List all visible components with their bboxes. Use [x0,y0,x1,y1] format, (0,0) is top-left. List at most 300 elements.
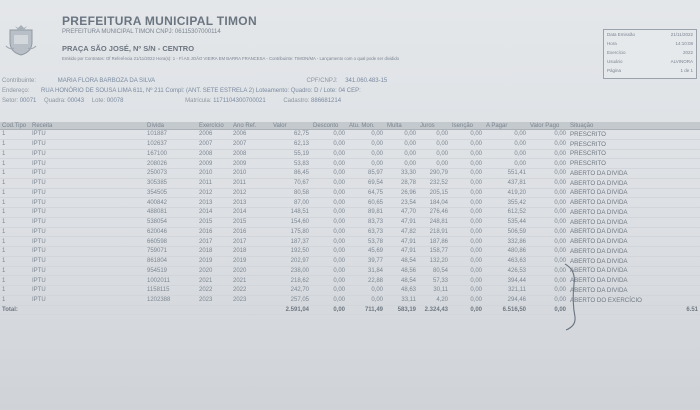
lote-label: Lote: [91,98,106,104]
table-cell: 48,54 [385,276,418,286]
table-cell: 192,50 [271,247,311,257]
table-cell: 0,00 [450,149,484,159]
table-cell: 294,46 [484,295,528,305]
table-cell: 2006 [231,130,271,140]
table-cell: 1 [0,178,30,188]
column-header: A Pagar [484,122,528,130]
table-cell: 187,86 [418,237,450,247]
table-cell: 0,00 [528,237,568,247]
table-cell: 55,19 [271,149,311,159]
table-row [0,139,700,149]
situation-cell: PRESCRITO [568,149,700,159]
table-cell: 0,00 [484,139,528,149]
table-cell: 1 [0,217,30,227]
table-cell: 538054 [145,217,197,227]
table-cell: 1 [0,130,30,140]
table-cell: 0,00 [385,149,418,159]
table-cell: 2022 [197,286,231,296]
table-cell: 53,83 [271,159,311,169]
column-header: Atu. Mon. [347,122,385,130]
table-header-row [0,122,700,130]
table-cell: 0,00 [347,159,385,169]
total-cell: 2.591,04 [271,305,311,315]
situation-cell: ABERTO DA DIVIDA [568,247,700,257]
table-cell: 620046 [145,227,197,237]
table-cell: 48,63 [385,286,418,296]
table-cell: 0,00 [347,130,385,140]
situation-cell: ABERTO DA DIVIDA [568,178,700,188]
table-cell: 2014 [231,208,271,218]
table-cell: 2011 [231,178,271,188]
table-cell: 2023 [197,295,231,305]
table-cell: 2019 [231,256,271,266]
table-cell: 0,00 [484,159,528,169]
table-cell: 87,00 [271,198,311,208]
table-cell: 0,00 [528,139,568,149]
table-cell: 0,00 [528,295,568,305]
table-cell: 205,15 [418,188,450,198]
table-cell: 202,97 [271,256,311,266]
table-cell: 0,00 [418,139,450,149]
total-cell: 0,00 [311,305,347,315]
table-cell: 1 [0,227,30,237]
table-cell: 1002011 [145,276,197,286]
table-cell: 31,84 [347,266,385,276]
table-cell: 0,00 [528,276,568,286]
table-cell: 1 [0,266,30,276]
table-row [0,227,700,237]
contributor-line [2,78,387,84]
table-cell: 26,96 [385,188,418,198]
total-cell: 0,00 [450,305,484,315]
table-row [0,208,700,218]
table-cell: 0,00 [311,217,347,227]
table-cell: 0,00 [528,159,568,169]
table-cell: 321,11 [484,286,528,296]
table-cell: 23,54 [385,198,418,208]
table-cell: 355,42 [484,198,528,208]
table-row [0,130,700,140]
doc-label: CPF/CNPJ: [306,78,338,84]
table-cell: 0,00 [418,130,450,140]
table-row [0,266,700,276]
table-cell: IPTU [30,295,145,305]
table-cell: 0,00 [528,178,568,188]
table-cell: 45,69 [347,247,385,257]
table-cell: 2006 [197,130,231,140]
total-cell: Total: [0,305,30,315]
table-cell: IPTU [30,286,145,296]
info-row: Usuário ALVINORA [607,59,693,64]
table-cell: 0,00 [450,188,484,198]
table-cell: 2013 [197,198,231,208]
table-cell: 0,00 [347,295,385,305]
table-cell: 2018 [197,247,231,257]
situation-cell: ABERTO DA DIVIDA [568,227,700,237]
situation-cell: ABERTO DO EXERCÍCIO [568,295,700,305]
table-cell: 0,00 [528,217,568,227]
table-cell: 1 [0,149,30,159]
table-row [0,256,700,266]
table-cell: 0,00 [484,130,528,140]
header-address: PRAÇA SÃO JOSÉ, Nº S/N - CENTRO [62,44,195,53]
table-cell: 1 [0,247,30,257]
table-row [0,247,700,257]
table-cell: 86,45 [271,169,311,179]
total-cell: 583,19 [385,305,418,315]
table-cell: 2014 [197,208,231,218]
table-cell: 0,00 [311,227,347,237]
table-cell: 57,33 [418,276,450,286]
table-cell: 0,00 [311,208,347,218]
table-cell: IPTU [30,169,145,179]
table-cell: 2010 [197,169,231,179]
table-cell: 257,05 [271,295,311,305]
table-cell: 0,00 [311,169,347,179]
table-cell: 2007 [197,139,231,149]
table-cell: 0,00 [347,286,385,296]
table-cell: 2020 [197,266,231,276]
table-cell: 0,00 [311,295,347,305]
table-cell: 242,70 [271,286,311,296]
table-cell: 47,91 [385,247,418,257]
situation-cell: ABERTO DA DIVIDA [568,208,700,218]
handwritten-bracket-mark [562,262,580,332]
table-cell: 2012 [197,188,231,198]
table-cell: 1 [0,188,30,198]
table-cell: IPTU [30,276,145,286]
matricula-value: 1171104300700021 [213,98,266,104]
cadastro-label: Cadastro: [283,98,310,104]
table-cell: 0,00 [450,276,484,286]
table-cell: 2013 [231,198,271,208]
table-cell: 0,00 [418,159,450,169]
table-cell: 2020 [231,266,271,276]
table-cell: 1 [0,169,30,179]
table-cell: 0,00 [528,266,568,276]
total-cell: 6.516,50 [484,305,528,315]
table-cell: 0,00 [450,169,484,179]
table-row [0,295,700,305]
table-cell: 0,00 [528,247,568,257]
table-cell: 400842 [145,198,197,208]
table-cell: 2019 [197,256,231,266]
table-cell: 0,00 [450,227,484,237]
table-cell: 1 [0,198,30,208]
table-cell: 2021 [231,276,271,286]
table-cell: 0,00 [528,130,568,140]
table-cell: 2009 [231,159,271,169]
table-cell: 218,62 [271,276,311,286]
table-cell: IPTU [30,217,145,227]
table-cell: 0,00 [450,266,484,276]
table-cell: 80,58 [271,188,311,198]
table-cell: 2007 [231,139,271,149]
table-cell: 1202388 [145,295,197,305]
column-header: Valor Pago [528,122,568,130]
column-header: Multa [385,122,418,130]
table-cell: 0,00 [311,198,347,208]
situation-cell: PRESCRITO [568,139,700,149]
table-cell: IPTU [30,139,145,149]
column-header: Juros [418,122,450,130]
table-cell: 290,79 [418,169,450,179]
table-cell: 426,53 [484,266,528,276]
table-row [0,188,700,198]
location-line [2,98,341,104]
table-row [0,198,700,208]
table-cell: 132,20 [418,256,450,266]
table-cell: 0,00 [311,276,347,286]
table-cell: 0,00 [311,266,347,276]
table-cell: 28,78 [385,178,418,188]
table-cell: 2021 [197,276,231,286]
table-cell: 0,00 [528,198,568,208]
table-cell: 2011 [197,178,231,188]
table-cell: 158,77 [418,247,450,257]
column-header: Receita [30,122,145,130]
table-cell: 175,80 [271,227,311,237]
table-cell: 0,00 [450,178,484,188]
table-cell: IPTU [30,266,145,276]
address-line [2,88,361,94]
quadra-label: Quadra: [44,98,66,104]
table-cell: IPTU [30,247,145,257]
table-cell: 1 [0,159,30,169]
table-cell: 47,82 [385,227,418,237]
table-cell: 89,81 [347,208,385,218]
quadra-value: 00043 [67,98,85,104]
situation-cell: ABERTO DA DIVIDA [568,169,700,179]
table-cell: 102637 [145,139,197,149]
table-cell: 62,75 [271,130,311,140]
total-cell: 6.51 [568,305,700,315]
table-cell: 0,00 [385,130,418,140]
total-cell [30,305,145,315]
table-cell: 0,00 [450,237,484,247]
table-cell: 0,00 [450,208,484,218]
table-cell: 0,00 [528,286,568,296]
table-cell: 0,00 [347,139,385,149]
debt-table [0,122,700,315]
emission-info-box [603,29,697,79]
table-cell: IPTU [30,178,145,188]
situation-cell: PRESCRITO [568,159,700,169]
table-row [0,286,700,296]
table-cell: 4,20 [418,295,450,305]
table-cell: 85,97 [347,169,385,179]
contributor-label: Contribuinte: [2,78,37,84]
table-cell: 488081 [145,208,197,218]
header-emission-line: Emitido por Contratos: Of Referência 21/11/2022 Hora(s): 1 - Fl.AS JOÃO VIEIRA EM BARRA FRANCESA - Contribuinte: TIMON/MA - Lançamento com o qual pode ser dividido [62,56,400,61]
table-row [0,276,700,286]
table-cell: 480,86 [484,247,528,257]
table-cell: 1 [0,256,30,266]
table-cell: 506,59 [484,227,528,237]
info-row: Hora 14:10:08 [607,41,693,46]
column-header: Situação [568,122,700,130]
table-cell: 1 [0,208,30,218]
total-cell: 0,00 [528,305,568,315]
table-cell: 64,75 [347,188,385,198]
table-cell: 0,00 [528,227,568,237]
table-cell: 0,00 [311,256,347,266]
table-cell: 69,54 [347,178,385,188]
table-cell: 463,63 [484,256,528,266]
table-cell: 0,00 [385,159,418,169]
table-cell: 2016 [231,227,271,237]
table-cell: 305385 [145,178,197,188]
total-cell: 711,49 [347,305,385,315]
table-cell: 48,56 [385,266,418,276]
table-cell: 0,00 [528,208,568,218]
address-label: Endereço: [2,88,30,94]
table-cell: 0,00 [450,159,484,169]
table-cell: 954519 [145,266,197,276]
table-cell: 0,00 [484,149,528,159]
table-cell: 0,00 [528,149,568,159]
table-cell: 47,91 [385,217,418,227]
situation-cell: ABERTO DA DIVIDA [568,266,700,276]
table-cell: 0,00 [311,159,347,169]
total-cell [197,305,231,315]
table-cell: 0,00 [450,295,484,305]
total-cell [145,305,197,315]
table-cell: 2008 [231,149,271,159]
matricula-label: Matrícula: [185,98,212,104]
table-cell: 48,54 [385,256,418,266]
table-cell: 250073 [145,169,197,179]
table-cell: IPTU [30,256,145,266]
table-cell: 0,00 [385,139,418,149]
table-cell: 2018 [231,247,271,257]
table-cell: 33,11 [385,295,418,305]
table-cell: 0,00 [528,188,568,198]
table-cell: 551,41 [484,169,528,179]
table-cell: 62,13 [271,139,311,149]
table-cell: 0,00 [311,188,347,198]
table-cell: 80,54 [418,266,450,276]
table-cell: 535,44 [484,217,528,227]
table-cell: IPTU [30,149,145,159]
table-cell: 394,44 [484,276,528,286]
table-cell: 1158115 [145,286,197,296]
coat-of-arms-logo [4,22,38,56]
table-cell: 101887 [145,130,197,140]
table-cell: IPTU [30,130,145,140]
header-cnpj-line: PREFEITURA MUNICIPAL TIMON CNPJ: 06115307000114 [62,29,221,35]
prefeitura-title: PREFEITURA MUNICIPAL TIMON [62,14,257,28]
table-cell: 1 [0,139,30,149]
table-cell: 0,00 [528,169,568,179]
table-cell: 1 [0,286,30,296]
table-cell: 2016 [197,227,231,237]
table-cell: 184,04 [418,198,450,208]
table-cell: 0,00 [311,178,347,188]
table-cell: 0,00 [450,217,484,227]
table-cell: 39,77 [347,256,385,266]
doc-value: 341.060.483-15 [345,78,388,84]
table-cell: 332,86 [484,237,528,247]
table-cell: 2015 [231,217,271,227]
situation-cell: ABERTO DA DIVIDA [568,198,700,208]
situation-cell: ABERTO DA DIVIDA [568,217,700,227]
table-cell: IPTU [30,159,145,169]
table-cell: 53,78 [347,237,385,247]
column-header: Exercício [197,122,231,130]
table-cell: 0,00 [311,247,347,257]
column-header: Dívida [145,122,197,130]
table-cell: 238,00 [271,266,311,276]
table-cell: 60,65 [347,198,385,208]
situation-cell: ABERTO DA DIVIDA [568,256,700,266]
setor-label: Setor: [2,98,19,104]
info-row: Página 1 de 1 [607,68,693,73]
table-cell: 47,91 [385,237,418,247]
address-value: RUA HONÓRIO DE SOUSA LIMA 611, Nº 211 Compl: (ANT. SETE ESTRELA 2) Loteamento: Quadro: D / Lote: 04 CEP: [41,88,361,94]
table-cell: 0,00 [311,139,347,149]
table-cell: 2017 [231,237,271,247]
table-cell: 148,51 [271,208,311,218]
table-cell: 0,00 [528,256,568,266]
table-cell: 354505 [145,188,197,198]
table-cell: 208026 [145,159,197,169]
table-cell: 437,81 [484,178,528,188]
table-cell: 70,67 [271,178,311,188]
table-cell: 0,00 [311,237,347,247]
table-cell: 660598 [145,237,197,247]
situation-cell: ABERTO DA DIVIDA [568,276,700,286]
column-header: Desconto [311,122,347,130]
table-cell: 154,60 [271,217,311,227]
table-cell: 0,00 [450,198,484,208]
total-cell: 2.324,43 [418,305,450,315]
column-header: Isenção [450,122,484,130]
table-cell: 63,73 [347,227,385,237]
lote-value: 00078 [106,98,124,104]
table-cell: 0,00 [347,149,385,159]
total-cell [231,305,271,315]
table-cell: 612,52 [484,208,528,218]
table-cell: 419,20 [484,188,528,198]
table-cell: 2009 [197,159,231,169]
table-cell: 22,88 [347,276,385,286]
table-cell: 0,00 [450,286,484,296]
situation-cell: PRESCRITO [568,130,700,140]
column-header: Ano Ref. [231,122,271,130]
table-cell: IPTU [30,208,145,218]
table-cell: 0,00 [450,130,484,140]
column-header: Valor [271,122,311,130]
total-row [0,305,700,315]
table-row [0,169,700,179]
table-cell: 861804 [145,256,197,266]
table-cell: 0,00 [311,149,347,159]
table-row [0,159,700,169]
table-cell: 0,00 [450,256,484,266]
table-cell: IPTU [30,227,145,237]
table-cell: 2023 [231,295,271,305]
situation-cell: ABERTO DA DIVIDA [568,188,700,198]
table-cell: 0,00 [418,149,450,159]
table-cell: 30,11 [418,286,450,296]
column-header: Cod.Tipo [0,122,30,130]
situation-cell: ABERTO DA DIVIDA [568,286,700,296]
table-cell: 2017 [197,237,231,247]
table-cell: 0,00 [311,130,347,140]
table-cell: 2012 [231,188,271,198]
info-row: Data Emissão 21/11/2022 [607,32,693,37]
